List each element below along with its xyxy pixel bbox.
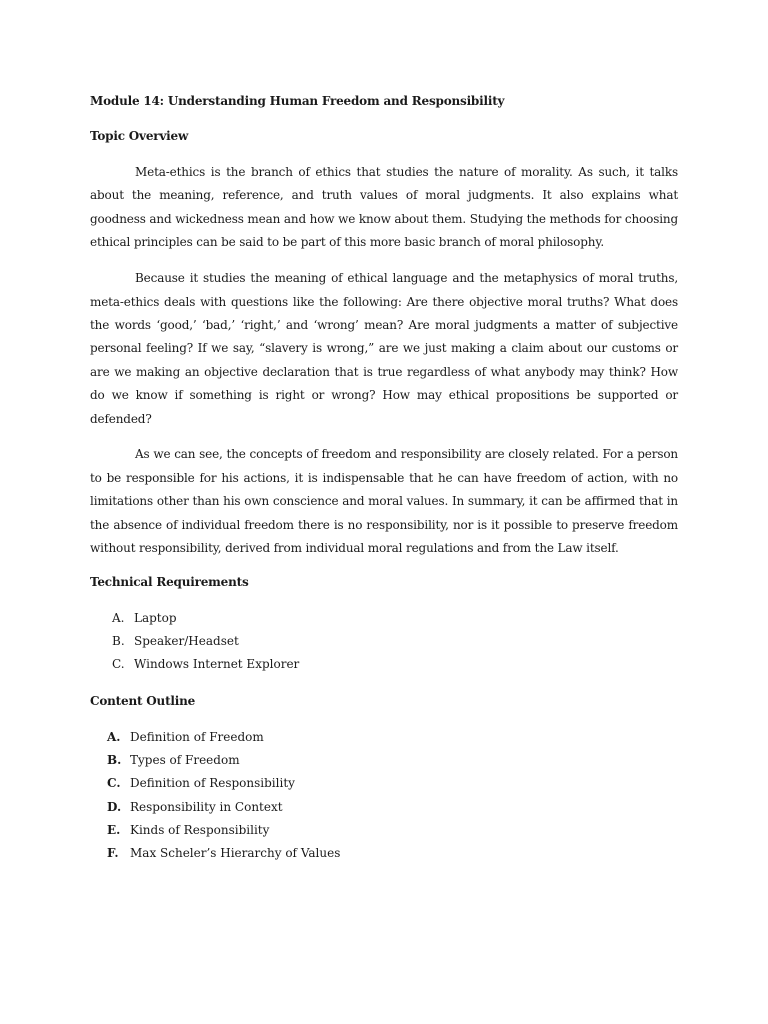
- list-item: [90, 630, 678, 653]
- list-item: [90, 772, 678, 795]
- overview-paragraph-3: As we can see, the concepts of freedom and responsibility are closely related. For a person to be responsible for his actions, it is indispensable that he can have freedom of action, with no limitations other than his own conscience and moral values. In summary, it can be affirmed that in the absence of individual freedom there is no responsibility, nor is it possible to preserve freedom without responsibility, derived from individual moral regulations and from the Law itself.: [90, 447, 678, 556]
- list-marker: A.: [112, 611, 125, 625]
- list-marker: E.: [107, 822, 121, 837]
- list-item-text: Definition of Freedom: [130, 729, 264, 744]
- list-item-text: Speaker/Headset: [134, 634, 239, 649]
- list-marker: B.: [112, 634, 125, 649]
- module-title: Module 14: Understanding Human Freedom and Responsibility: [90, 94, 505, 108]
- list-marker: F.: [107, 846, 119, 861]
- list-item: [90, 653, 678, 676]
- list-marker: D.: [107, 799, 122, 814]
- list-item: [90, 607, 678, 630]
- list-item-text: Definition of Responsibility: [130, 776, 295, 791]
- list-item: [90, 726, 678, 749]
- list-item: [90, 842, 678, 865]
- list-marker: A.: [107, 729, 121, 744]
- list-marker: C.: [107, 776, 121, 791]
- list-item: [90, 819, 678, 842]
- list-marker: B.: [107, 752, 122, 767]
- list-item-text: Laptop: [134, 611, 177, 625]
- technical-requirements-list: [90, 607, 678, 677]
- list-item-text: Kinds of Responsibility: [130, 822, 270, 837]
- list-item: [90, 749, 678, 772]
- list-marker: C.: [112, 657, 125, 672]
- list-item-text: Max Scheler’s Hierarchy of Values: [130, 846, 341, 861]
- list-item: [90, 796, 678, 819]
- document-page: [90, 92, 678, 865]
- overview-paragraph-2: Because it studies the meaning of ethical language and the metaphysics of moral truths, meta-ethics deals with questions like the following: Are there objective moral truths? What does the words ‘good,’ ‘bad,’ ‘right,’ and ‘wrong’ mean? Are moral judgments a matter of subjective personal feeling? If we say, “slavery is wrong,” are we just making a claim about our customs or are we making an objective declaration that is true regardless of what anybody may think? How do we know if something is right or wrong? How may ethical propositions be supported or defended?: [90, 271, 678, 426]
- content-outline-list: [90, 726, 678, 866]
- topic-overview-heading: Topic Overview: [90, 129, 189, 143]
- list-item-text: Responsibility in Context: [130, 799, 283, 814]
- list-item-text: Windows Internet Explorer: [134, 657, 300, 672]
- overview-paragraph-1: Meta-ethics is the branch of ethics that studies the nature of morality. As such, it talks about the meaning, reference, and truth values of moral judgments. It also explains what goodness and wickedness mean and how we know about them. Studying the methods for choosing ethical principles can be said to be part of this more basic branch of moral philosophy.: [90, 165, 678, 250]
- technical-requirements-heading: Technical Requirements: [90, 575, 249, 589]
- list-item-text: Types of Freedom: [130, 752, 240, 767]
- content-outline-heading: Content Outline: [90, 693, 196, 708]
